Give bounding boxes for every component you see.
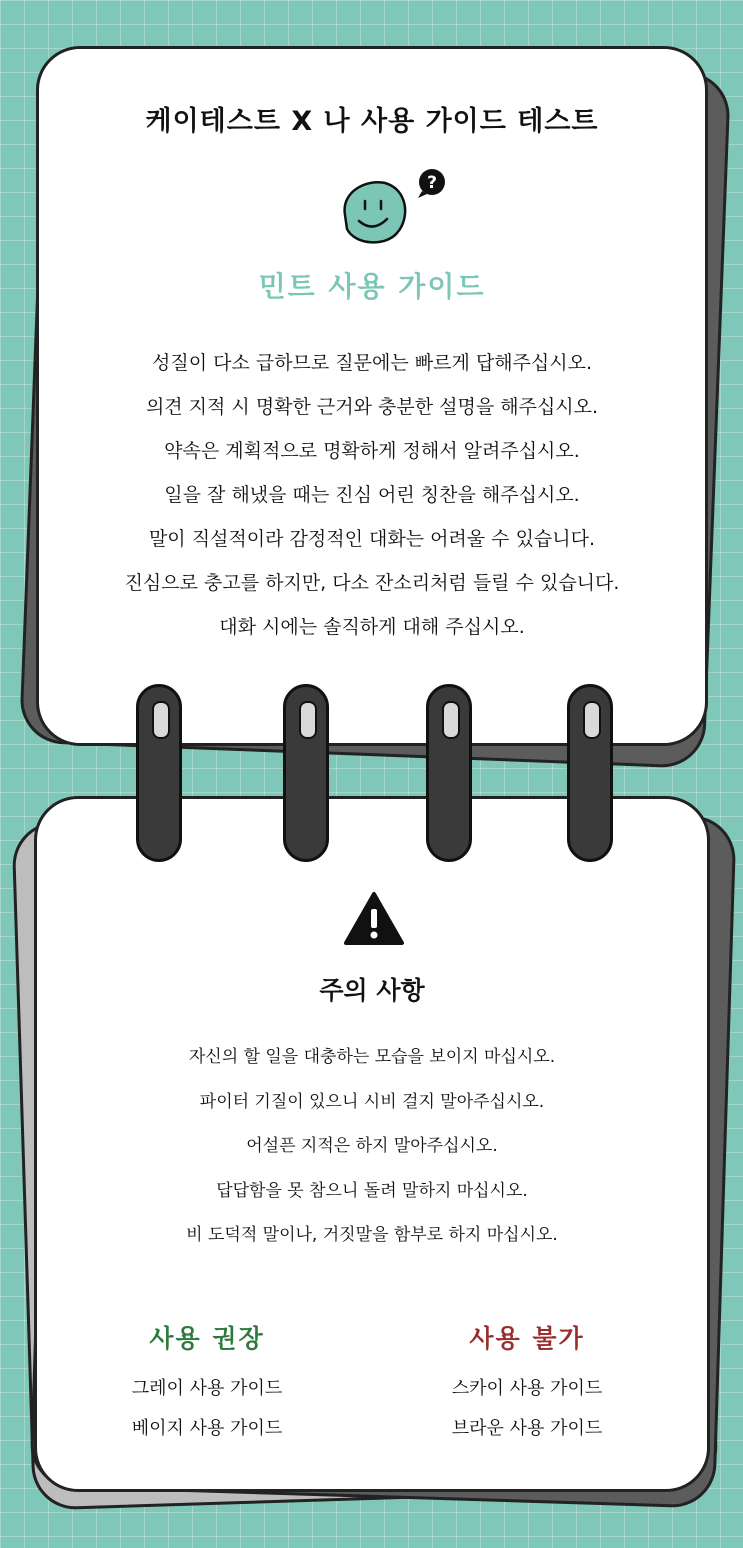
- guide-lines: [39, 341, 705, 649]
- mint-guide-title: 민트 사용 가이드: [258, 270, 486, 303]
- question-bubble-icon: [414, 167, 448, 201]
- guide-line: 말이 직설적이라 감정적인 대화는 어려울 수 있습니다.: [148, 528, 596, 550]
- svg-text:?: ?: [427, 173, 437, 193]
- binder-ring: [567, 684, 613, 862]
- page-title: 케이테스트 X 나 사용 가이드 테스트: [145, 106, 599, 137]
- warning-triangle-icon: [343, 891, 405, 947]
- caution-line: 답답함을 못 참으니 돌려 말하지 마십시오.: [216, 1180, 528, 1201]
- guide-line: 진심으로 충고를 하지만, 다소 잔소리처럼 들릴 수 있습니다.: [124, 572, 620, 594]
- caution-line: 파이터 기질이 있으니 시비 걸지 말아주십시오.: [199, 1091, 545, 1112]
- forbid-item: 브라운 사용 가이드: [451, 1418, 603, 1439]
- guide-line: 대화 시에는 솔직하게 대해 주십시오.: [219, 616, 525, 638]
- caution-title: 주의 사항: [319, 976, 425, 1005]
- recommend-title: 사용 권장: [149, 1324, 265, 1353]
- caution-line: 자신의 할 일을 대충하는 모습을 보이지 마십시오.: [188, 1047, 556, 1067]
- caution-card: [34, 796, 710, 1492]
- guide-line: 성질이 다소 급하므로 질문에는 빠르게 답해주십시오.: [151, 352, 593, 374]
- caution-line: 어설픈 지적은 하지 말아주십시오.: [246, 1136, 498, 1156]
- caution-line: 비 도덕적 말이나, 거짓말을 함부로 하지 마십시오.: [186, 1225, 558, 1245]
- recommend-item: 그레이 사용 가이드: [131, 1378, 283, 1399]
- ring-highlight: [442, 701, 460, 739]
- binder-ring: [283, 684, 329, 862]
- recommend-section: [77, 1319, 337, 1449]
- ring-highlight: [152, 701, 170, 739]
- guide-line: 의견 지적 시 명확한 근거와 충분한 설명을 해주십시오.: [145, 396, 599, 418]
- forbid-title: 사용 불가: [469, 1324, 585, 1353]
- binder-ring: [136, 684, 182, 862]
- guide-card: [36, 46, 708, 746]
- ring-highlight: [583, 701, 601, 739]
- ring-highlight: [299, 701, 317, 739]
- binder-ring: [426, 684, 472, 862]
- forbid-section: [397, 1319, 657, 1449]
- smiley-face-icon: [337, 177, 411, 247]
- caution-lines: [37, 1035, 707, 1258]
- guide-line: 약속은 계획적으로 명확하게 정해서 알려주십시오.: [164, 440, 580, 462]
- forbid-item: 스카이 사용 가이드: [451, 1378, 603, 1399]
- recommend-item: 베이지 사용 가이드: [131, 1418, 283, 1439]
- guide-line: 일을 잘 해냈을 때는 진심 어린 칭찬을 해주십시오.: [164, 484, 580, 506]
